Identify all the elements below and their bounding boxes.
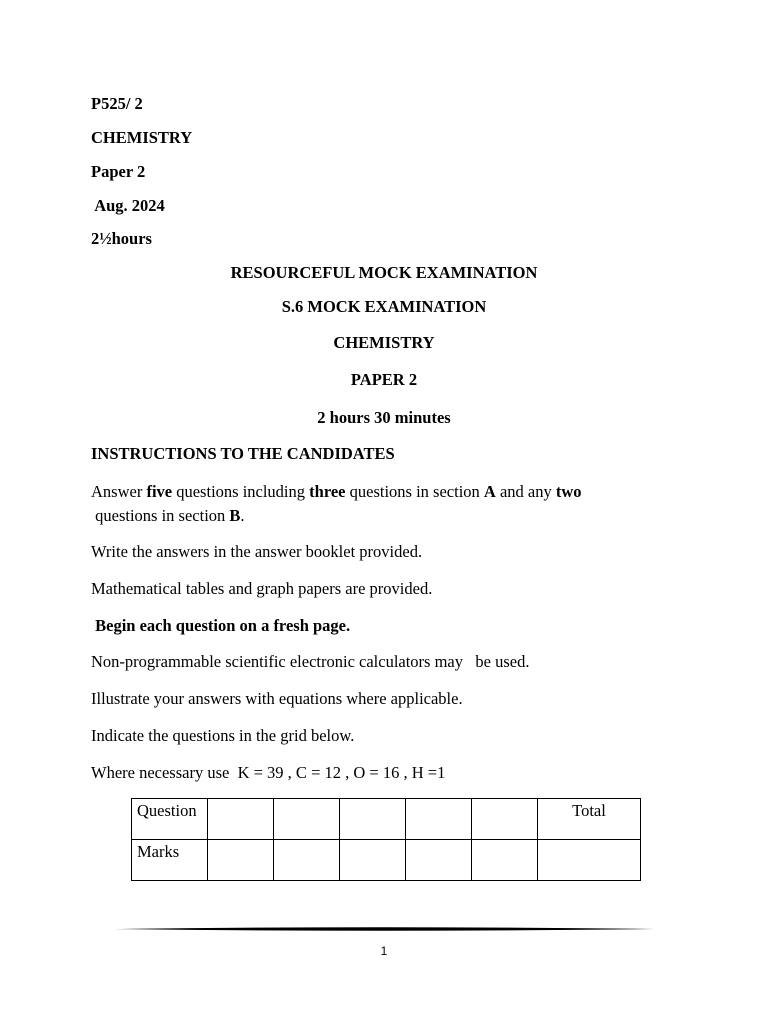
footer-divider bbox=[114, 924, 654, 934]
instruction-answer bbox=[91, 480, 671, 528]
grid-cell bbox=[340, 799, 406, 840]
grid-cell bbox=[340, 840, 406, 881]
title-subject: CHEMISTRY bbox=[333, 333, 435, 352]
exam-date: Aug. 2024 bbox=[91, 196, 165, 215]
answer-bold-a: A bbox=[483, 482, 496, 501]
subject-label: CHEMISTRY bbox=[91, 128, 193, 147]
answer-bold-five: five bbox=[146, 482, 173, 501]
instructions-heading: INSTRUCTIONS TO THE CANDIDATES bbox=[91, 444, 395, 463]
grid-label-total: Total bbox=[538, 799, 641, 840]
instruction-write: Write the answers in the answer booklet provided. bbox=[91, 542, 423, 561]
grid-label-question: Question bbox=[132, 799, 208, 840]
answer-text-2: questions including bbox=[172, 482, 310, 501]
grid-cell bbox=[472, 799, 538, 840]
grid-cell bbox=[208, 799, 274, 840]
answer-text-6: . bbox=[240, 506, 245, 525]
answer-bold-three: three bbox=[309, 482, 346, 501]
title-paper: PAPER 2 bbox=[350, 370, 418, 389]
page-number: 1 bbox=[380, 944, 388, 958]
instruction-illustrate: Illustrate your answers with equations where applicable. bbox=[91, 689, 463, 708]
duration: 2½hours bbox=[91, 229, 152, 248]
grid-cell bbox=[274, 840, 340, 881]
grid-label-marks: Marks bbox=[132, 840, 208, 881]
answer-text-3: questions in section bbox=[345, 482, 484, 501]
exam-name: RESOURCEFUL MOCK EXAMINATION bbox=[230, 263, 538, 282]
grid-cell bbox=[538, 840, 641, 881]
grid-row-question bbox=[132, 799, 641, 840]
answer-text-1: Answer bbox=[91, 482, 147, 501]
exam-level: S.6 MOCK EXAMINATION bbox=[281, 297, 487, 316]
grid-cell bbox=[274, 799, 340, 840]
grid-cell bbox=[472, 840, 538, 881]
grid-cell bbox=[208, 840, 274, 881]
grid-cell bbox=[406, 799, 472, 840]
grid-cell bbox=[406, 840, 472, 881]
answer-bold-b: B bbox=[229, 506, 241, 525]
paper-label: Paper 2 bbox=[91, 162, 146, 181]
answer-text-5: questions in section bbox=[91, 506, 230, 525]
instruction-calculators: Non-programmable scientific electronic calculators may be used. bbox=[91, 652, 530, 671]
instruction-indicate: Indicate the questions in the grid below. bbox=[91, 726, 355, 745]
instruction-fresh-page: Begin each question on a fresh page. bbox=[91, 616, 351, 635]
marks-grid bbox=[131, 798, 641, 881]
instruction-constants: Where necessary use K = 39 , C = 12 , O = 16 , H =1 bbox=[91, 763, 446, 782]
grid-row-marks bbox=[132, 840, 641, 881]
answer-bold-two: two bbox=[555, 482, 582, 501]
paper-code: P525/ 2 bbox=[91, 94, 143, 113]
instruction-tables: Mathematical tables and graph papers are provided. bbox=[91, 579, 433, 598]
title-time: 2 hours 30 minutes bbox=[317, 408, 451, 427]
answer-text-4: and any bbox=[495, 482, 556, 501]
